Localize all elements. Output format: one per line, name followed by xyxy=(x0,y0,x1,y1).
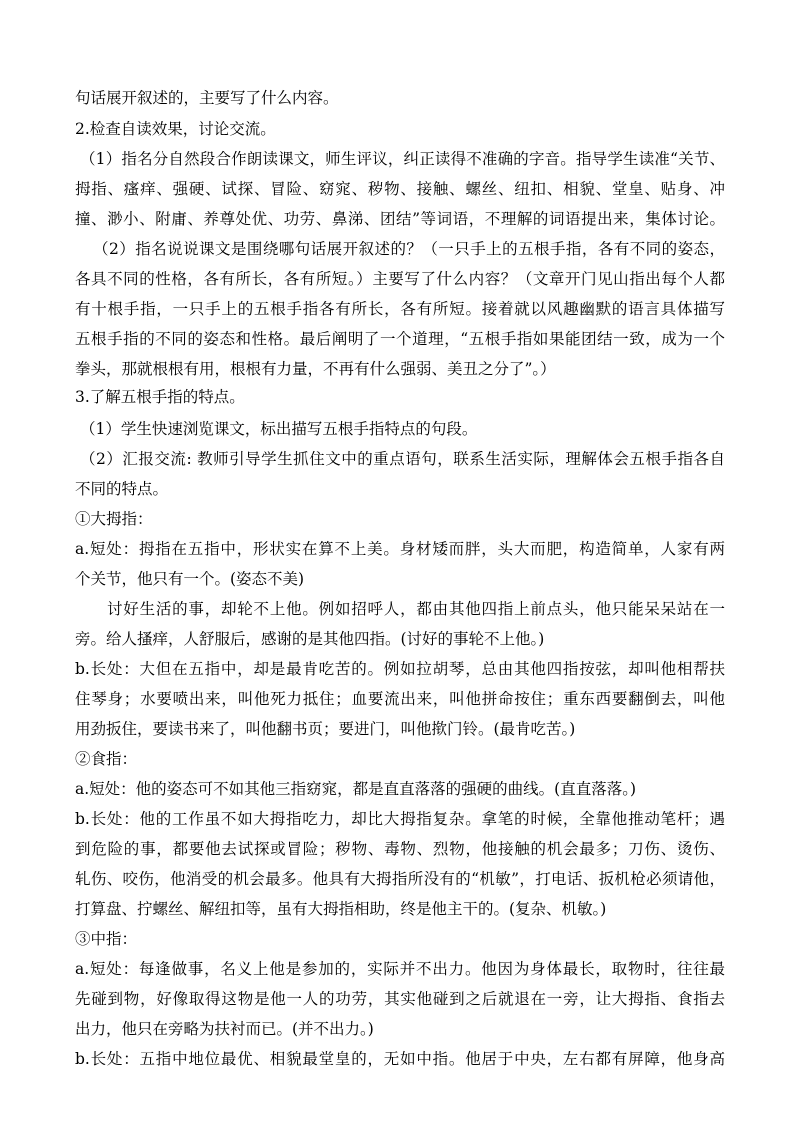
text-line: a.短处：拇指在五指中，形状实在算不上美。身材矮而胖，头大而肥，构造简单，人家有两 xyxy=(75,540,725,558)
text-line: b.长处：五指中地位最优、相貌最堂皇的，无如中指。他居于中央，左右都有屏障，他身高 xyxy=(75,1050,725,1068)
text-line: 拳头，那就根根有用，根根有力量，不再有什么强弱、美丑之分了”。） xyxy=(75,360,556,378)
text-line: b.长处：大但在五指中，却是最肯吃苦的。例如拉胡琴，总由其他四指按弦，却叫他相帮扶 xyxy=(75,660,725,678)
text-line: 先碰到物，好像取得这物是他一人的功劳，其实他碰到之后就退在一旁，让大拇指、食指去 xyxy=(75,990,725,1008)
text-line: （1）学生快速浏览课文，标出描写五根手指特点的句段。 xyxy=(80,420,478,438)
text-line: 有十根手指，一只手上的五根手指各有所长，各有所短。接着就以风趣幽默的语言具体描写 xyxy=(75,300,725,318)
text-line: a.短处：他的姿态可不如其他三指窈窕，都是直直落落的强硬的曲线。(直直落落。) xyxy=(75,780,637,798)
text-line: 2.检查自读效果，讨论交流。 xyxy=(75,120,276,138)
text-line: 3.了解五根手指的特点。 xyxy=(75,388,245,406)
text-line: 住琴身；水要喷出来，叫他死力抵住；血要流出来，叫他拼命按住；重东西要翻倒去，叫他 xyxy=(75,690,725,708)
text-line: 讨好生活的事，却轮不上他。例如招呼人，都由其他四指上前点头，他只能呆呆站在一 xyxy=(107,600,725,618)
text-line: 五根手指的不同的姿态和性格。最后阐明了一个道理，“五根手指如果能团结一致，成为一个 xyxy=(75,330,725,348)
text-line: 不同的特点。 xyxy=(75,480,169,498)
text-line: 旁。给人搔痒，人舒服后，感谢的是其他四指。(讨好的事轮不上他。) xyxy=(75,630,545,648)
text-line: 用劲扳住，要读书来了，叫他翻书页；要进门，叫他揿门铃。(最肯吃苦。) xyxy=(75,720,576,738)
text-line: 撞、渺小、附庸、养尊处优、功劳、鼻涕、团结”等词语，不理解的词语提出来，集体讨论。 xyxy=(75,210,725,228)
text-line: ③中指： xyxy=(75,930,138,948)
text-line: （2）汇报交流: 教师引导学生抓住文中的重点语句，联系生活实际，理解体会五根手指各自 xyxy=(80,450,725,468)
text-line: （2）指名说说课文是围绕哪句话展开叙述的？（一只手上的五根手指，各有不同的姿态， xyxy=(93,240,725,258)
text-line: 拇指、瘙痒、强硬、试探、冒险、窈窕、秽物、接触、螺丝、纽扣、相貌、堂皇、贴身、冲 xyxy=(75,180,725,198)
text-line: 各具不同的性格，各有所长，各有所短。）主要写了什么内容？（文章开门见山指出每个人都 xyxy=(75,270,725,288)
text-line: 出力，他只在旁略为扶衬而已。(并不出力。) xyxy=(75,1020,374,1038)
text-line: 个关节，他只有一个。(姿态不美) xyxy=(75,570,305,588)
text-line: ②食指： xyxy=(75,750,138,768)
text-line: （1）指名分自然段合作朗读课文，师生评议，纠正读得不准确的字音。指导学生读准“关节、 xyxy=(80,150,725,168)
text-line: 打算盘、拧螺丝、解纽扣等，虽有大拇指相助，终是他主干的。(复杂、机敏。) xyxy=(75,900,607,918)
text-line: b.长处：他的工作虽不如大拇指吃力，却比大拇指复杂。拿笔的时候，全靠他推动笔杆；遇 xyxy=(75,810,725,828)
text-line: 句话展开叙述的，主要写了什么内容。 xyxy=(75,89,339,107)
text-line: a.短处：每逢做事，名义上他是参加的，实际并不出力。他因为身体最长，取物时，往往最 xyxy=(75,960,725,978)
text-line: 到危险的事，都要他去试探或冒险；秽物、毒物、烈物，他接触的机会最多；刀伤、烫伤、 xyxy=(75,840,725,858)
text-line: ①大拇指： xyxy=(75,510,153,528)
text-line: 轧伤、咬伤，他消受的机会最多。他具有大拇指所没有的“机敏”，打电话、扳机枪必须请他， xyxy=(75,870,725,888)
